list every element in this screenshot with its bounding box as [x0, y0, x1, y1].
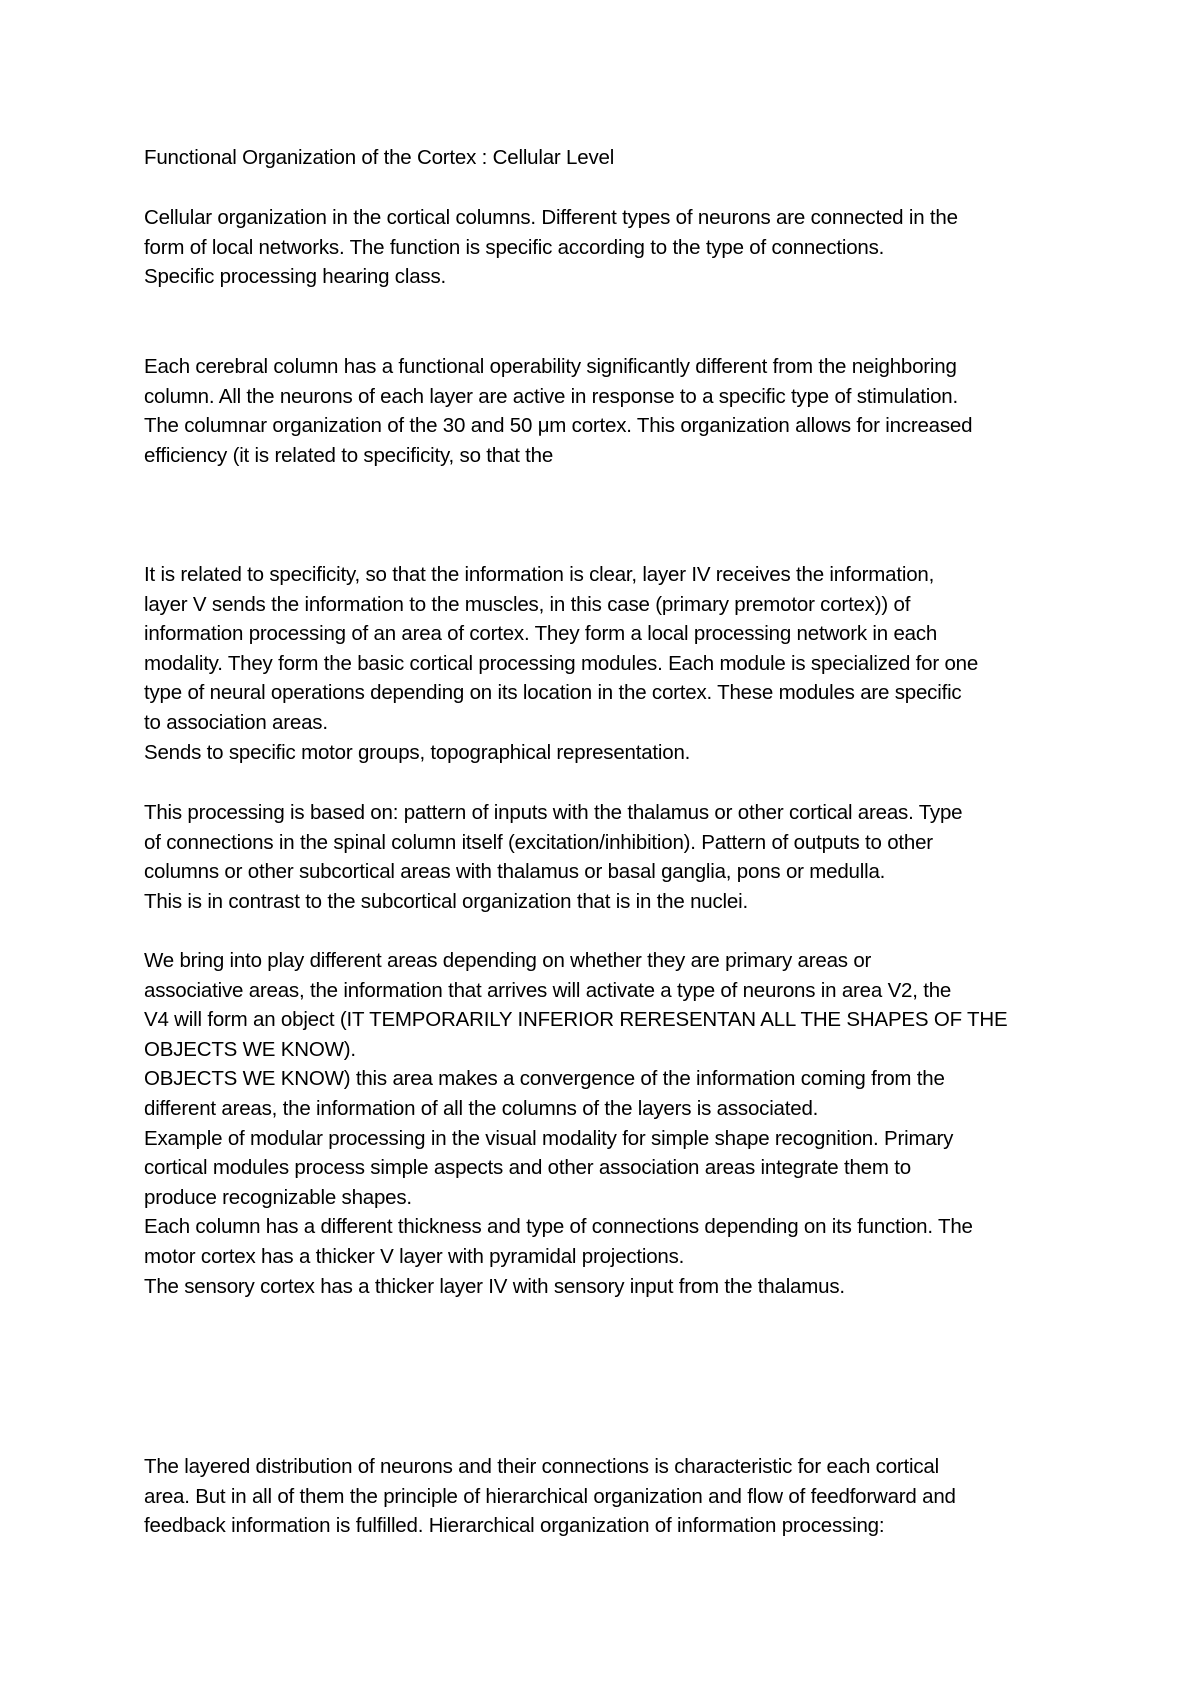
text-line: It is related to specificity, so that the information is clear, layer IV receives the information, [144, 563, 935, 586]
text-line: of connections in the spinal column itself (excitation/inhibition). Pattern of outputs to other [144, 830, 933, 854]
text-line: different areas, the information of all the columns of the layers is associated. [144, 1096, 819, 1120]
text-line: columns or other subcortical areas with thalamus or basal ganglia, pons or medulla. [144, 860, 886, 884]
page-title [144, 143, 1084, 173]
text-line: Cellular organization in the cortical columns. Different types of neurons are connected in the [144, 206, 958, 229]
text-line: The layered distribution of neurons and their connections is characteristic for each cortical [144, 1455, 939, 1478]
text-line: OBJECTS WE KNOW) this area makes a convergence of the information coming from the [144, 1067, 945, 1091]
text-line: This is in contrast to the subcortical organization that is in the nuclei. [144, 889, 748, 913]
paragraph-6 [144, 1452, 1084, 1541]
paragraph-5 [144, 946, 1084, 1301]
text-line: This processing is based on: pattern of inputs with the thalamus or other cortical areas. Type [144, 801, 963, 824]
text-line: V4 will form an object (IT TEMPORARILY INFERIOR RERESENTAN ALL THE SHAPES OF THE [144, 1008, 1008, 1032]
text-line: Example of modular processing in the visual modality for simple shape recognition. Primary [144, 1126, 954, 1150]
text-line: modality. They form the basic cortical processing modules. Each module is specialized for one [144, 651, 979, 675]
paragraph-4 [144, 798, 1084, 916]
text-line: Specific processing hearing class. [144, 265, 446, 289]
text-line: column. All the neurons of each layer are active in response to a specific type of stimulation. [144, 384, 958, 408]
text-line: produce recognizable shapes. [144, 1185, 412, 1209]
text-line: information processing of an area of cortex. They form a local processing network in each [144, 622, 938, 646]
text-line: OBJECTS WE KNOW). [144, 1037, 356, 1061]
title-line: Functional Organization of the Cortex : Cellular Level [144, 146, 615, 169]
text-line: motor cortex has a thicker V layer with pyramidal projections. [144, 1244, 685, 1268]
text-line: Sends to specific motor groups, topographical representation. [144, 740, 691, 764]
text-line: type of neural operations depending on its location in the cortex. These modules are specific [144, 681, 962, 705]
text-line: associative areas, the information that arrives will activate a type of neurons in area V2, the [144, 978, 952, 1002]
text-line: layer V sends the information to the muscles, in this case (primary premotor cortex)) of [144, 592, 911, 616]
text-line: The columnar organization of the 30 and 50 μm cortex. This organization allows for increased [144, 414, 973, 438]
text-line: Each column has a different thickness and type of connections depending on its function. The [144, 1215, 973, 1239]
text-line: feedback information is fulfilled. Hierarchical organization of information processing: [144, 1514, 885, 1538]
text-line: efficiency (it is related to specificity, so that the [144, 443, 554, 467]
text-line: Each cerebral column has a functional operability significantly different from the neighboring [144, 355, 957, 378]
text-line: to association areas. [144, 710, 328, 734]
text-line: cortical modules process simple aspects and other association areas integrate them to [144, 1156, 911, 1180]
text-line: The sensory cortex has a thicker layer IV with sensory input from the thalamus. [144, 1274, 845, 1298]
paragraph-3 [144, 560, 1084, 767]
text-line: area. But in all of them the principle of hierarchical organization and flow of feedforward and [144, 1484, 956, 1508]
paragraph-2 [144, 352, 1084, 470]
text-line: We bring into play different areas depending on whether they are primary areas or [144, 949, 872, 972]
text-line: form of local networks. The function is specific according to the type of connections. [144, 235, 885, 259]
paragraph-1 [144, 203, 1084, 292]
